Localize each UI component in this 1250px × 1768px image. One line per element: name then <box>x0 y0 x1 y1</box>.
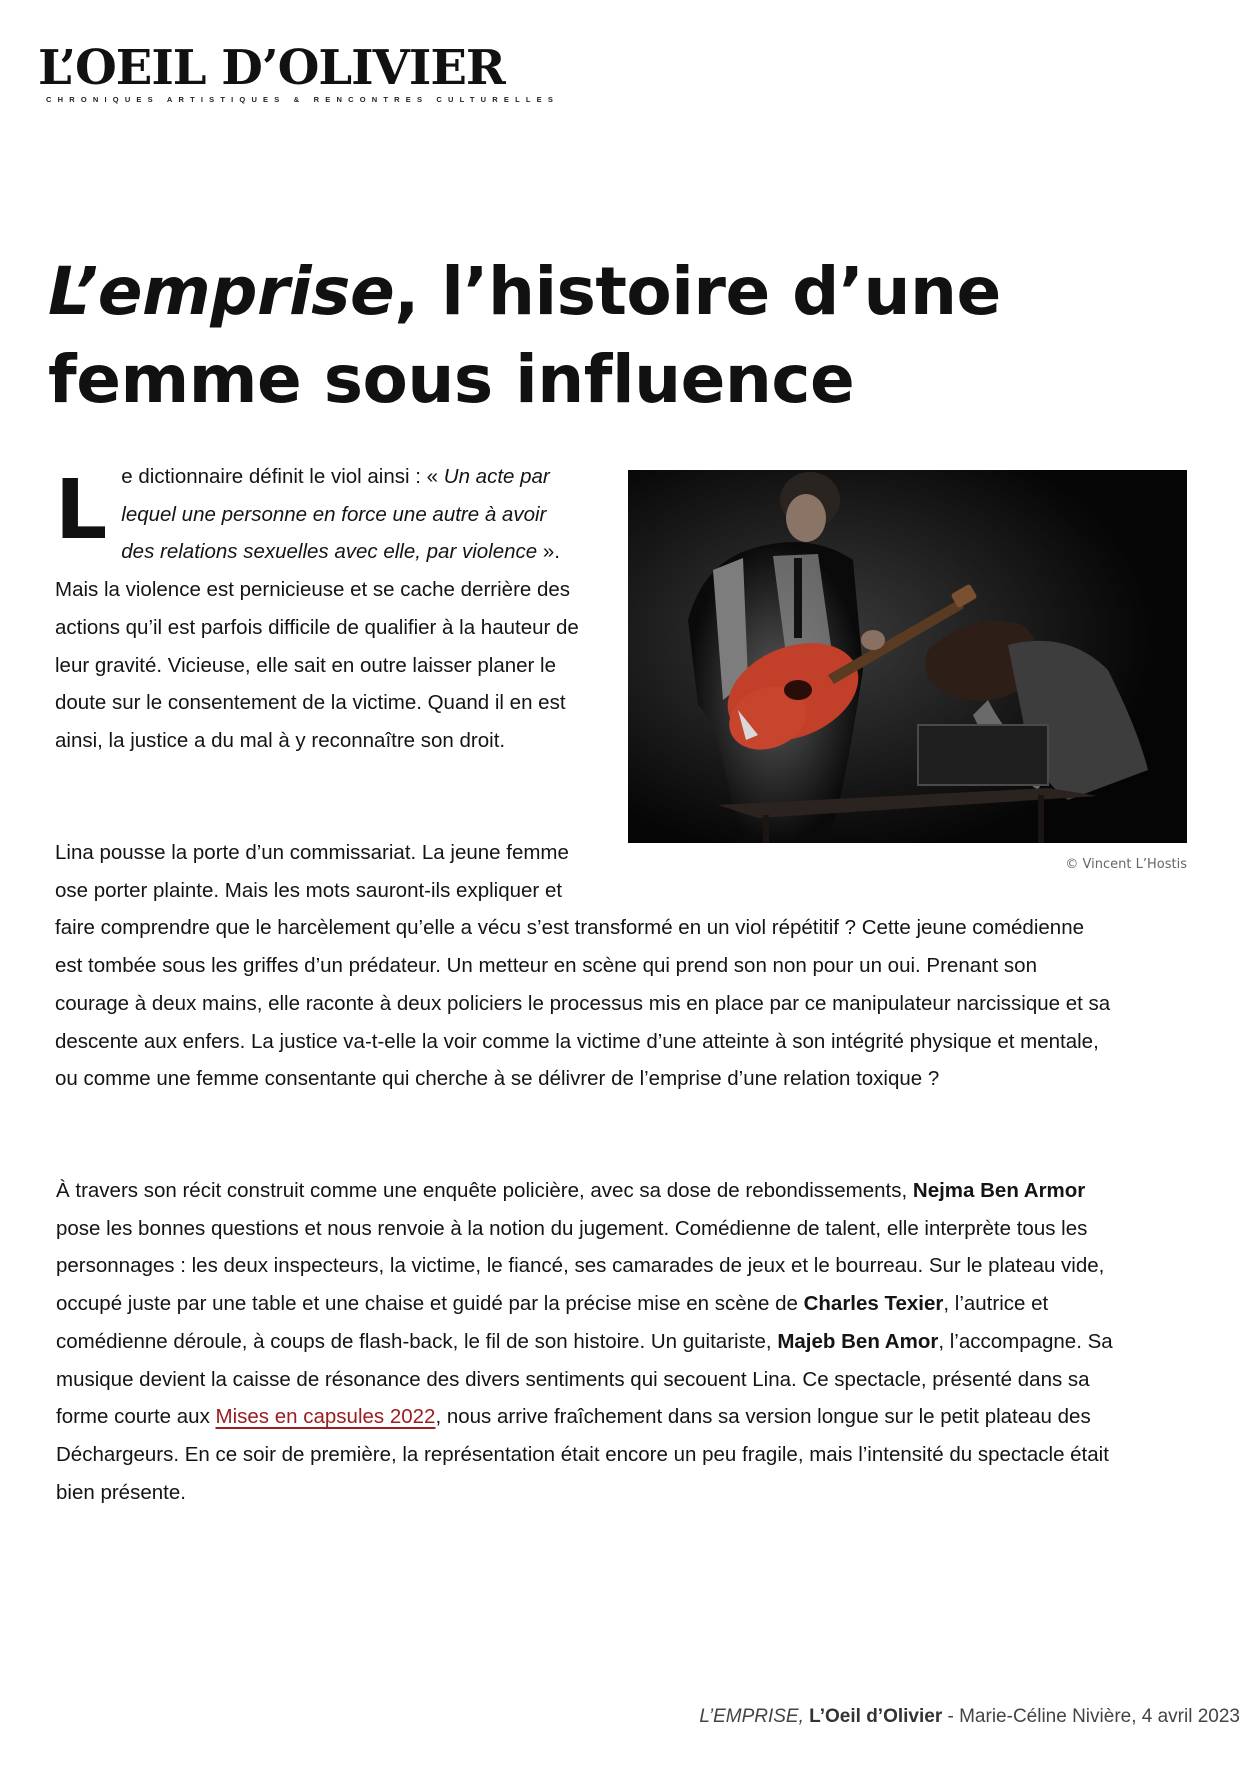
footer-show-title: L’EMPRISE, <box>699 1706 804 1727</box>
article-title-show: L’emprise <box>48 253 395 330</box>
intro-lead: e dictionnaire définit le viol ainsi : « <box>121 465 444 488</box>
footer-citation <box>699 1706 1240 1728</box>
article-title <box>48 248 1228 424</box>
masthead <box>38 42 559 104</box>
photo-credit: © Vincent L’Hostis <box>1065 857 1187 872</box>
paragraph-intro <box>55 458 580 760</box>
author-name: Nejma Ben Armor <box>912 1179 1086 1202</box>
paragraph-story <box>55 834 1115 1098</box>
review-text-2: pose les bonnes questions et nous renvoie à la notion du jugement. Comédienne de talent, elle interprète tous les personnages : les deux inspecteurs, la victime, le fiancé, ses camarades de jeux et le bourreau. Sur le plateau vide, occupé juste par une table et une chaise et guidé par la précise mise en scène de <box>56 1216 1105 1316</box>
stage-photo-image <box>628 470 1187 843</box>
stage-photo <box>628 470 1187 843</box>
paragraph-review <box>56 1172 1116 1511</box>
review-text-3: , l’autrice et comédienne déroule, à coups de flash-back, le fil de son histoire. Un guitariste, <box>56 1292 1049 1353</box>
footer-byline: - Marie-Céline Nivière, 4 avril 2023 <box>942 1706 1240 1727</box>
article-title-rest: , l’histoire d’une femme sous influence <box>48 253 1001 418</box>
story-text: Lina pousse la porte d’un commissariat. La jeune femme ose porter plainte. Mais les mots sauront-ils expliquer et faire comprendre que le harcèlement qu’elle a vécu s’est transformé en un viol répétitif ? Cette jeune comédienne est tombée sous les griffes d’un prédateur. Un metteur en scène qui prend son non pour un oui. Prenant son courage à deux mains, elle raconte à deux policiers le processus mis en place par ce manipulateur narcissique et sa descente aux enfers. La justice va-t-elle la voir comme la victime d’une atteinte à son intégrité physique et mentale, ou comme une femme consentante qui cherche à se délivrer de l’emprise d’une relation toxique ? <box>55 841 1111 1091</box>
footer-publication: L’Oeil d’Olivier <box>809 1706 943 1727</box>
site-tagline: CHRONIQUES ARTISTIQUES & RENCONTRES CULTURELLES <box>46 95 560 104</box>
site-logo[interactable]: L’OEIL D’OLIVIER <box>38 40 505 96</box>
dictionary-quote: Un acte par lequel une personne en force une autre à avoir des relations sexuelles avec elle, par violence <box>121 465 550 564</box>
review-text-4: , l’accompagne. Sa musique devient la caisse de résonance des divers sentiments qui secouent Lina. Ce spectacle, présenté dans sa forme courte aux <box>56 1329 1113 1429</box>
festival-link[interactable]: Mises en capsules 2022 <box>215 1405 436 1429</box>
musician-name: Majeb Ben Amor <box>777 1329 939 1353</box>
director-name: Charles Texier <box>803 1292 944 1316</box>
drop-cap: L <box>55 463 108 558</box>
review-text-1: À travers son récit construit comme une enquête policière, avec sa dose de rebondissements, <box>56 1179 913 1202</box>
photo-wrap-spacer <box>590 834 1115 900</box>
review-text-5: , nous arrive fraîchement dans sa version longue sur le petit plateau des Déchargeurs. En ce soir de première, la représentation était encore un peu fragile, mais l’intensité du spectacle était bien présente. <box>56 1405 1109 1504</box>
intro-rest: ». Mais la violence est pernicieuse et se cache derrière des actions qu’il est parfois difficile de qualifier à la hauteur de leur gravité. Vicieuse, elle sait en outre laisser planer le doute sur le consentement de la victime. Quand il en est ainsi, la justice a du mal à y reconnaître son droit. <box>55 540 579 752</box>
